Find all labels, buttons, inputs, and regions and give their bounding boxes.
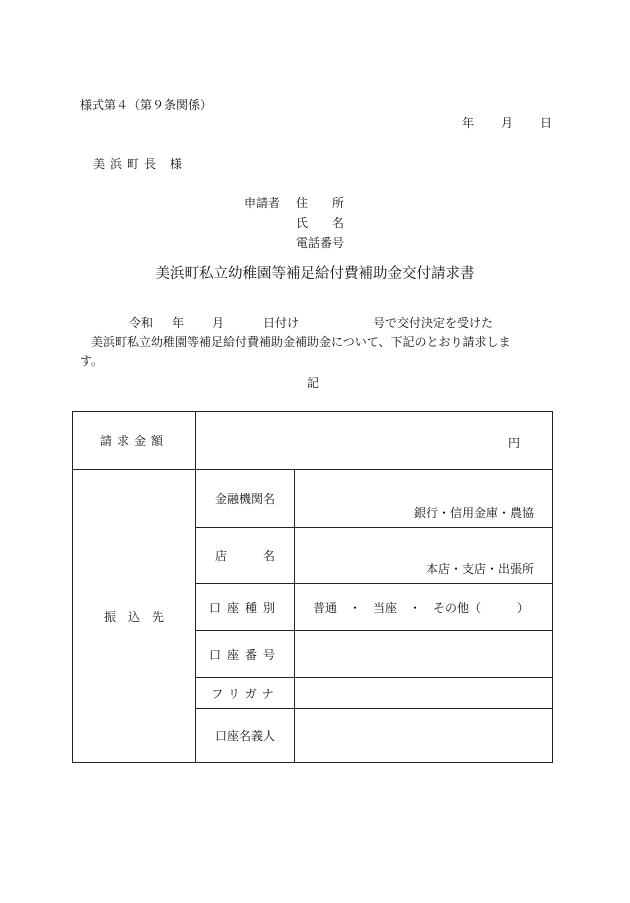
claim-amount-row xyxy=(73,412,553,470)
date-year: 年 xyxy=(462,116,475,130)
year-text: 年 xyxy=(172,316,185,330)
address-label: 住 所 xyxy=(296,196,345,210)
era-text: 令和 xyxy=(129,316,154,330)
decision-text: 号で交付決定を受けた xyxy=(373,316,494,330)
account-type-label: 口座種別 xyxy=(196,584,295,631)
branch-label: 店 名 xyxy=(196,528,295,584)
bank-type-options: 銀行・信用金庫・農協 xyxy=(413,506,534,520)
account-type-options[interactable]: 普通 ・ 当座 ・ その他（ ） xyxy=(295,584,553,631)
phone-label: 電話番号 xyxy=(296,236,345,250)
name-label: 氏 名 xyxy=(296,216,345,230)
document-title: 美浜町私立幼稚園等補足給付費補助金交付請求書 xyxy=(155,266,475,282)
dated-text: 日付け xyxy=(263,316,300,330)
account-holder-label: 口座名義人 xyxy=(196,709,295,763)
body-line-2: 美浜町私立幼稚園等補足給付費補助金補助金について、下記のとおり請求しま xyxy=(91,335,511,349)
furigana-label: フリガナ xyxy=(196,678,295,709)
request-table xyxy=(72,411,553,763)
bank-name-field[interactable] xyxy=(295,470,553,528)
ki-mark: 記 xyxy=(307,376,320,390)
body-line-3: す。 xyxy=(80,354,104,368)
transfer-destination-label: 振 込 先 xyxy=(73,470,196,763)
account-holder-field[interactable] xyxy=(295,709,553,763)
date-day: 日 xyxy=(540,116,553,130)
form-number: 様式第４（第９条関係） xyxy=(80,98,213,112)
furigana-field[interactable] xyxy=(295,678,553,709)
claim-amount-field[interactable] xyxy=(196,412,553,470)
date-month: 月 xyxy=(501,116,514,130)
account-number-label: 口座番号 xyxy=(196,631,295,678)
addressee: 美浜町長 様 xyxy=(93,157,187,171)
branch-field[interactable] xyxy=(295,528,553,584)
branch-type-options: 本店・支店・出張所 xyxy=(425,562,534,576)
applicant-heading: 申請者 xyxy=(244,196,281,210)
claim-amount-label: 請求金額 xyxy=(73,412,196,470)
account-number-field[interactable] xyxy=(295,631,553,678)
month-text: 月 xyxy=(212,316,225,330)
yen-unit: 円 xyxy=(507,436,520,450)
bank-name-label: 金融機関名 xyxy=(196,470,295,528)
bank-name-row xyxy=(73,470,553,528)
